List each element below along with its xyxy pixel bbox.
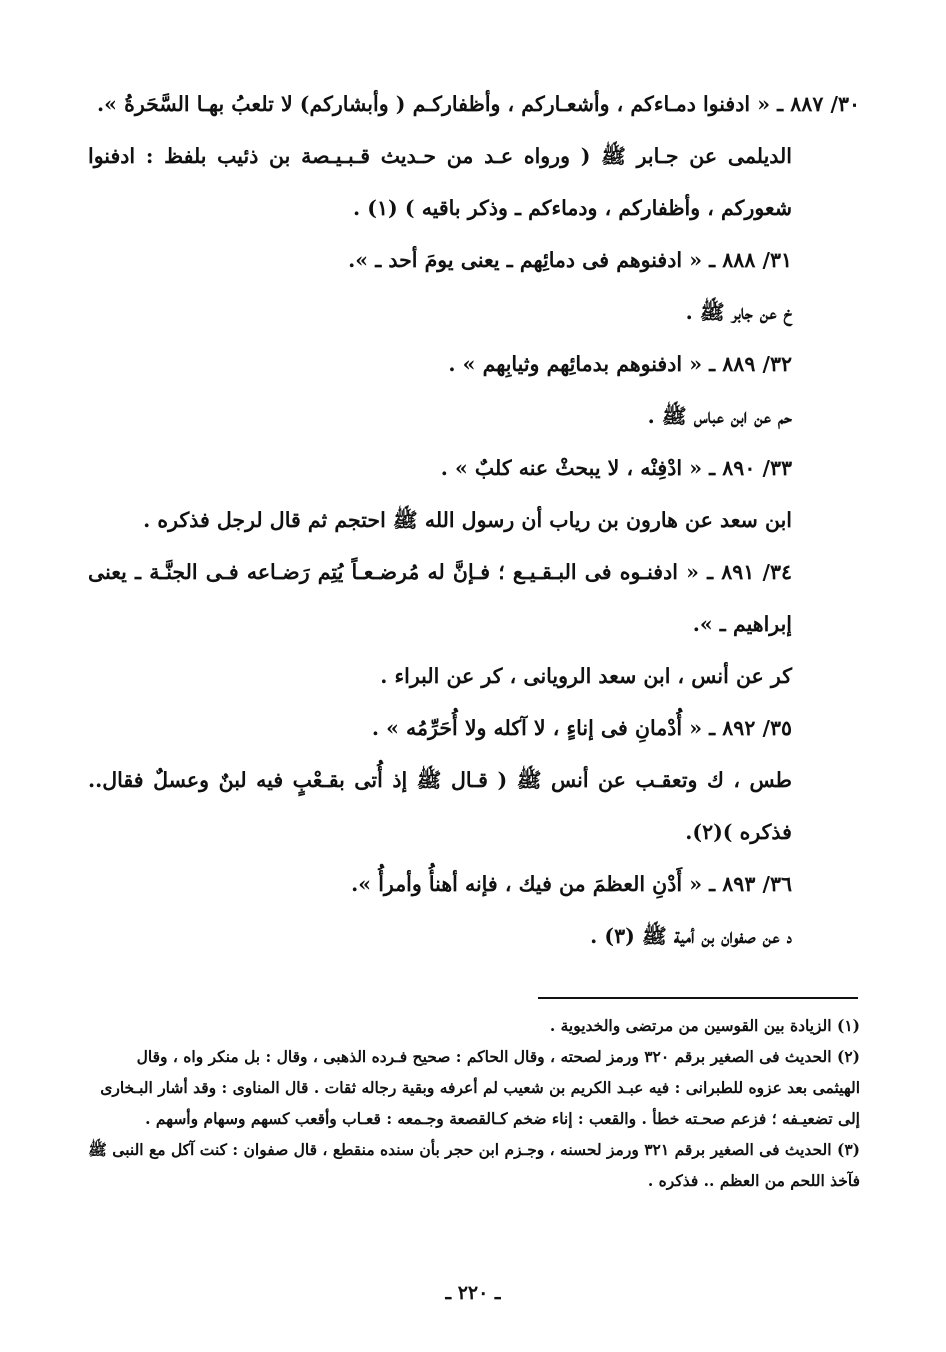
source-891: كر عن أنس ، ابن سعد الرويانى ، كر عن البراء . bbox=[380, 664, 792, 688]
hadith-888: ٣١/ ٨٨٨ ـ « ادفنوهم فى دمائِهم ـ يعنى يومَ أحد ـ ». bbox=[348, 248, 792, 272]
hadith-893: ٣٦/ ٨٩٣ ـ « أَدْنِ العظمَ من فيك ، فإنه أهنأُ وأمرأُ ». bbox=[351, 872, 792, 896]
footnote-1: (١) الزيادة بين القوسين من مرتضى والخديوية . bbox=[549, 1016, 860, 1035]
hadith-892: ٣٥/ ٨٩٢ ـ « أُدْمانِ فى إناءٍ ، لا آكله ولا أُحَرِّمُه » . bbox=[371, 716, 792, 740]
page-number: ـ ٢٢٠ ـ bbox=[445, 1282, 501, 1304]
hadith-890: ٣٣/ ٨٩٠ ـ « ادْفِنْه ، لا يبحثْ عنه كلبٌ » . bbox=[440, 456, 792, 480]
source-890: ابن سعد عن هارون بن رياب أن رسول الله ﷺ احتجم ثم قال لرجل فذكره . bbox=[143, 508, 792, 532]
footnote-divider bbox=[538, 997, 858, 999]
source-892: طس ، ك وتعقـب عن أنس ﷺ ( قـال ﷺ إذ أُتى بقـعْبٍ فيه لبنٌ وعسلٌ فقال.. فذكره )(٢). bbox=[88, 768, 792, 844]
source-887: الديلمى عن جـابر ﷺ ( ورواه عـد من حـديث قـبـيـصة بن ذئيب بلفظ : ادفنوا شعوركم ، وأظفاركم ، ودماءكم ـ وذكر باقيه ) (١) . bbox=[88, 144, 792, 220]
source-889: حم عن ابن عباس ﷺ . bbox=[647, 404, 792, 428]
source-888: خ عن جابر ﷺ . bbox=[685, 300, 792, 324]
source-893: د عن صفوان بن أمية ﷺ (٣) . bbox=[590, 924, 792, 948]
footnote-2: (٢) الحديث فى الصغير برقم ٣٢٠ ورمز لصحته ، وقال الحاكم : صحيح فـرده الذهبى ، وقال : بل منكر واه ، وقال الهيثمى بعد عزوه للطبرانى : فيه عبـد الكريم بن شعيب لم أعرفه وبقية رجاله ثقات . قال المناوى : وقد أشار البـخارى إلى تضعيـفه ؛ فزعم صحـته خطأ . والقعب : إناء ضخم كـالقصعة وجـمعه : قعـاب وأقعب كسهم وسهام وأسهم . bbox=[100, 1047, 860, 1128]
hadith-889: ٣٢/ ٨٨٩ ـ « ادفنوهم بدمائِهم وثيابِهم » . bbox=[448, 352, 792, 376]
footnote-3: (٣) الحديث فى الصغير برقم ٣٢١ ورمز لحسنه ، وجـزم ابن حجر بأن سنده منقطع ، قال صفوان : كنت آكل مع النبى ﷺ فآخذ اللحم من العظم .. فذكره . bbox=[88, 1140, 860, 1190]
hadith-891: ٣٤/ ٨٩١ ـ « ادفنـوه فى البـقـيـع ؛ فـإنَّ له مُرضـعـاً يُتِم رَضـاعه فـى الجنَّـة ـ يعنى إبراهيم ـ ». bbox=[88, 560, 792, 636]
hadith-887: ٣٠/ ٨٨٧ ـ « ادفنوا دمـاءكم ، وأشعـاركم ، وأظفاركـم ( وأبشاركم) لا تلعبُ بهـا السَّحَرةُ ». bbox=[97, 92, 860, 116]
footnotes bbox=[88, 1010, 860, 1196]
main-text bbox=[88, 78, 860, 962]
